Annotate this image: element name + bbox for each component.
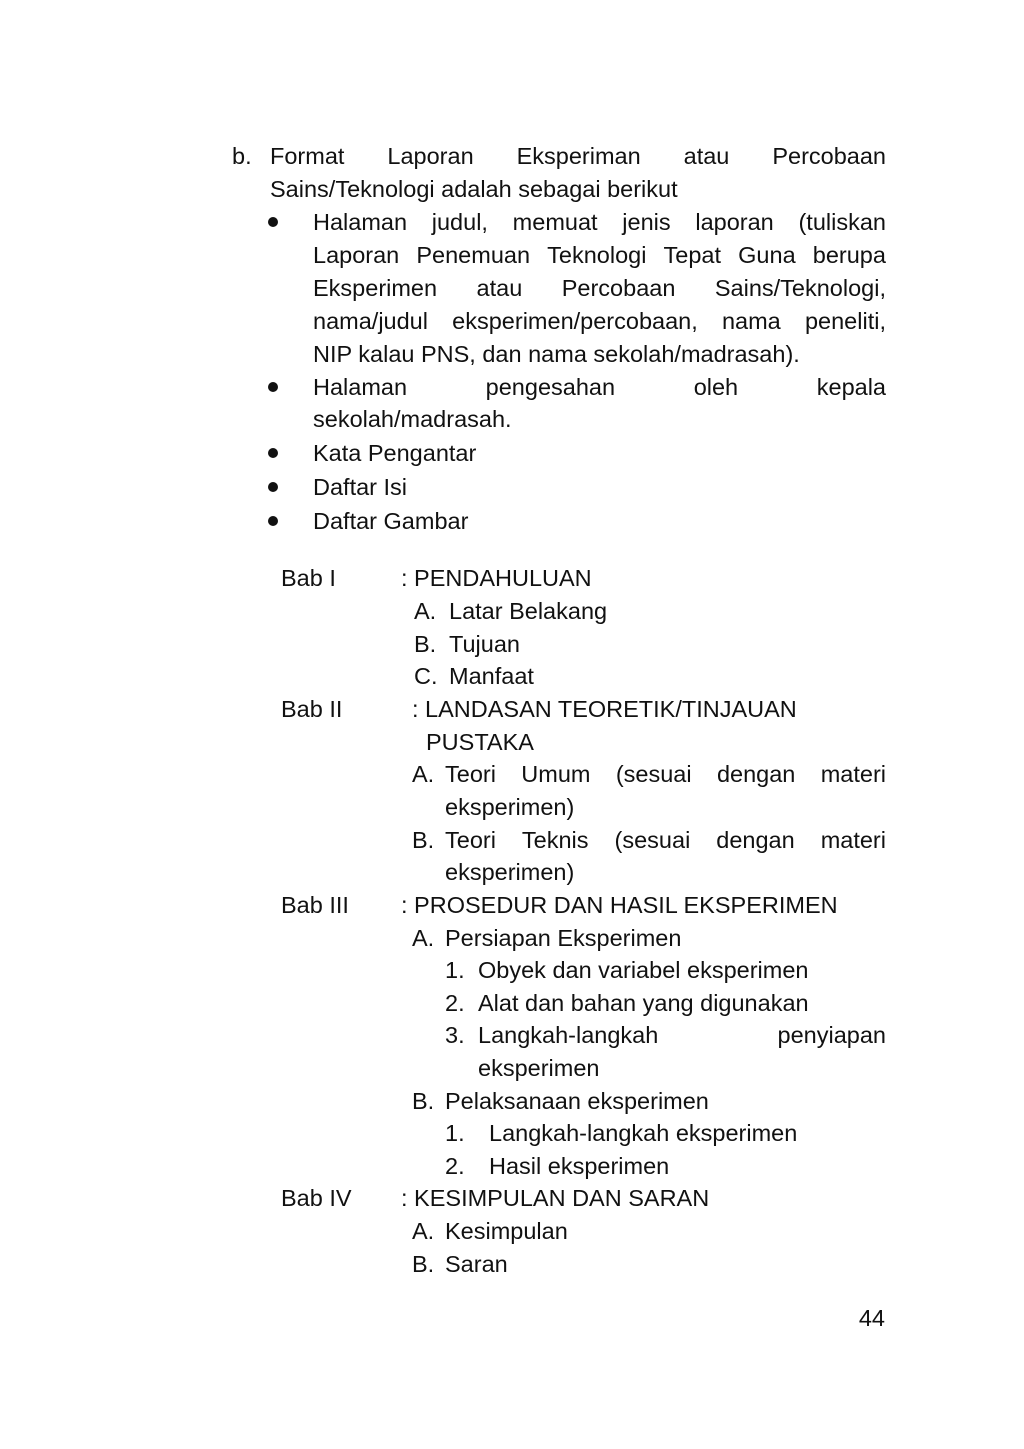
list-item-cont: eksperimen)	[445, 794, 575, 820]
chapter-title-3: : PROSEDUR DAN HASIL EKSPERIMEN	[401, 892, 838, 918]
bullet-1-line-2	[313, 240, 886, 270]
word: peneliti,	[804, 308, 886, 334]
word: nama/judul	[313, 308, 428, 334]
word: memuat	[512, 209, 598, 235]
word: laporan	[695, 209, 774, 235]
list-marker: C.	[414, 663, 438, 689]
word: Teknis	[521, 827, 589, 853]
word: pengesahan	[485, 374, 616, 400]
list-item-cont: eksperimen)	[445, 859, 575, 885]
list-marker: A.	[414, 598, 437, 624]
word: penyiapan	[777, 1022, 886, 1048]
word: Percobaan	[561, 275, 676, 301]
list-marker: 2.	[445, 1153, 465, 1179]
word: Eksperiman	[516, 143, 641, 169]
list-item: Pelaksanaan eksperimen	[445, 1088, 709, 1114]
word: Langkah-langkah	[478, 1022, 659, 1048]
word: judul,	[431, 209, 488, 235]
sub-list-item: Langkah-langkah eksperimen	[489, 1120, 798, 1146]
word: Umum	[521, 761, 591, 787]
word: kepala	[816, 374, 886, 400]
word: (tuliskan	[798, 209, 886, 235]
word: Tepat	[663, 242, 722, 268]
bullet-1-line-3	[313, 273, 886, 303]
bullet-4: Daftar Isi	[313, 474, 408, 500]
word: Halaman	[313, 374, 408, 400]
chapter-label-4: Bab IV	[281, 1185, 352, 1211]
list-marker: A.	[412, 761, 435, 787]
list-marker: B.	[412, 827, 435, 853]
word: oleh	[693, 374, 739, 400]
word: Teori	[445, 827, 496, 853]
bullet-icon	[268, 516, 278, 526]
bullet-1-line-5: NIP kalau PNS, dan nama sekolah/madrasah).	[313, 341, 800, 367]
list-marker: B.	[414, 631, 437, 657]
list-marker: A.	[412, 925, 435, 951]
word: Teori	[445, 761, 496, 787]
bullet-icon	[268, 448, 278, 458]
word: (sesuai	[614, 827, 691, 853]
word: Teknologi	[547, 242, 647, 268]
list-marker: A.	[412, 1218, 435, 1244]
bullet-2-line-1	[313, 372, 886, 402]
word: Halaman	[313, 209, 408, 235]
sub-list-item-line	[478, 1020, 886, 1050]
list-marker: B.	[412, 1088, 435, 1114]
chapter-title-2: : LANDASAN TEORETIK/TINJAUAN	[412, 696, 797, 722]
list-marker-b: b.	[232, 143, 252, 169]
word: Laporan	[313, 242, 400, 268]
chapter-title-4: : KESIMPULAN DAN SARAN	[401, 1185, 710, 1211]
word: Guna	[738, 242, 796, 268]
word: Sains/Teknologi,	[714, 275, 886, 301]
word: jenis	[622, 209, 671, 235]
chapter-label-2: Bab II	[281, 696, 343, 722]
word: (sesuai	[615, 761, 692, 787]
word: dengan	[716, 761, 796, 787]
list-item: Latar Belakang	[449, 598, 608, 624]
list-marker: 1.	[445, 1120, 465, 1146]
word: Format	[270, 143, 345, 169]
word: berupa	[812, 242, 886, 268]
chapter-title-2-cont: PUSTAKA	[426, 729, 534, 755]
sub-list-item: Alat dan bahan yang digunakan	[478, 990, 809, 1016]
word: Eksperimen	[313, 275, 438, 301]
list-marker: 3.	[445, 1022, 465, 1048]
chapter-label-1: Bab I	[281, 565, 336, 591]
intro-line-2: Sains/Teknologi adalah sebagai berikut	[270, 176, 678, 202]
word: atau	[683, 143, 730, 169]
bullet-5: Daftar Gambar	[313, 508, 469, 534]
page-number: 44	[858, 1305, 885, 1331]
bullet-1-line-1	[313, 207, 886, 237]
bullet-3: Kata Pengantar	[313, 440, 477, 466]
list-item: Saran	[445, 1251, 508, 1277]
word: dengan	[716, 827, 795, 853]
list-marker: 1.	[445, 957, 465, 983]
word: Percobaan	[772, 143, 886, 169]
bullet-icon	[268, 217, 278, 227]
sub-list-item: Hasil eksperimen	[489, 1153, 670, 1179]
word: eksperimen/percobaan,	[452, 308, 698, 334]
bullet-2-line-2: sekolah/madrasah.	[313, 406, 512, 432]
list-item: Persiapan Eksperimen	[445, 925, 682, 951]
word: materi	[820, 827, 886, 853]
list-marker: 2.	[445, 990, 465, 1016]
bullet-1-line-4	[313, 306, 886, 336]
word: atau	[476, 275, 523, 301]
list-item: Tujuan	[449, 631, 520, 657]
chapter-title-1: : PENDAHULUAN	[401, 565, 592, 591]
sub-list-item: Obyek dan variabel eksperimen	[478, 957, 809, 983]
list-item: Kesimpulan	[445, 1218, 568, 1244]
word: nama	[721, 308, 781, 334]
list-marker: B.	[412, 1251, 435, 1277]
intro-line-1	[270, 141, 886, 171]
bullet-icon	[268, 482, 278, 492]
sub-list-item-cont: eksperimen	[478, 1055, 600, 1081]
list-item: Manfaat	[449, 663, 534, 689]
word: Laporan	[387, 143, 474, 169]
list-item-line	[445, 759, 886, 789]
word: Penemuan	[416, 242, 531, 268]
word: materi	[820, 761, 886, 787]
list-item-line	[445, 825, 886, 855]
bullet-icon	[268, 382, 278, 392]
chapter-label-3: Bab III	[281, 892, 349, 918]
